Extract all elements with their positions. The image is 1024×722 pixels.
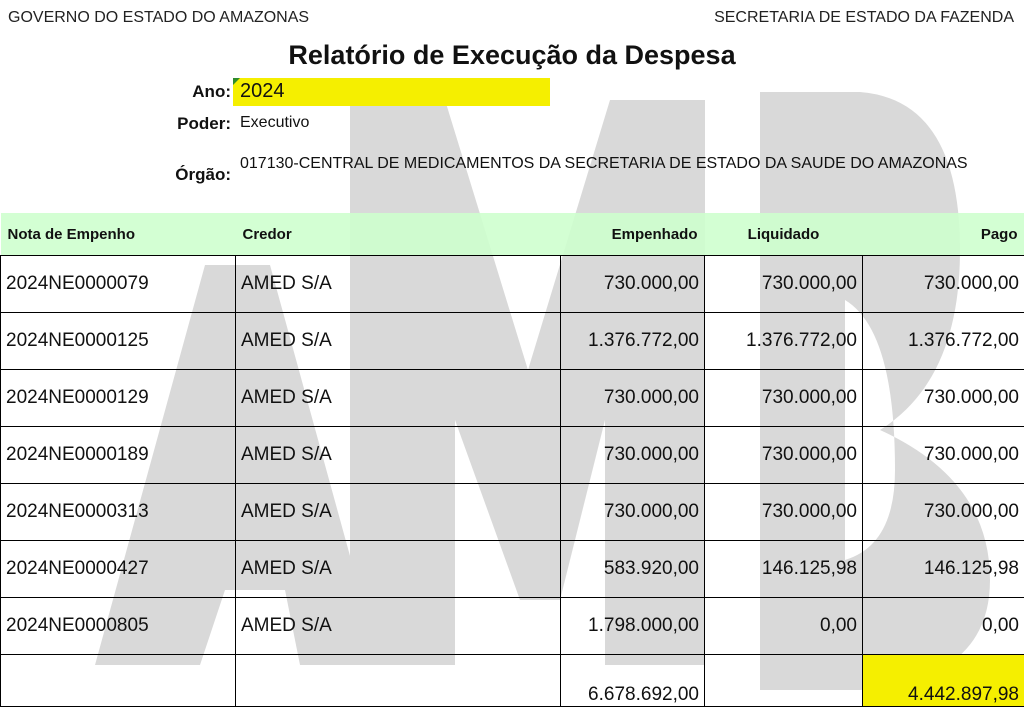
cell-credor: AMED S/A <box>236 427 561 484</box>
cell-liquidado: 730.000,00 <box>705 427 863 484</box>
cell-empenhado: 583.920,00 <box>561 541 705 598</box>
cell-pago: 0,00 <box>863 598 1024 655</box>
table-row <box>1 598 1024 655</box>
cell-liquidado: 0,00 <box>705 598 863 655</box>
col-header-liquidado: Liquidado <box>705 213 863 256</box>
orgao-value: 017130-CENTRAL DE MEDICAMENTOS DA SECRETARIA DE ESTADO DA SAUDE DO AMAZONAS <box>240 155 968 172</box>
cell-liquidado: 730.000,00 <box>705 484 863 541</box>
table-header-row <box>1 213 1024 256</box>
poder-value: Executivo <box>240 114 310 131</box>
report-title: Relatório de Execução da Despesa <box>288 40 736 70</box>
cell-pago: 730.000,00 <box>863 484 1024 541</box>
table-row <box>1 313 1024 370</box>
cell-credor: AMED S/A <box>236 370 561 427</box>
col-header-empenhado: Empenhado <box>561 213 705 256</box>
total-empenhado: 6.678.692,00 <box>561 655 705 707</box>
cell-pago: 730.000,00 <box>863 256 1024 313</box>
table-row <box>1 541 1024 598</box>
cell-nota: 2024NE0000129 <box>1 370 236 427</box>
col-header-pago: Pago <box>863 213 1024 256</box>
orgao-label: Órgão: <box>175 165 231 184</box>
cell-liquidado: 730.000,00 <box>705 370 863 427</box>
cell-empenhado: 730.000,00 <box>561 370 705 427</box>
table-row <box>1 370 1024 427</box>
cell-credor: AMED S/A <box>236 541 561 598</box>
total-liquidado <box>705 655 863 707</box>
header-left: GOVERNO DO ESTADO DO AMAZONAS <box>8 9 310 26</box>
cell-credor: AMED S/A <box>236 256 561 313</box>
header-right: SECRETARIA DE ESTADO DA FAZENDA <box>714 9 1014 26</box>
cell-nota: 2024NE0000125 <box>1 313 236 370</box>
cell-liquidado: 730.000,00 <box>705 256 863 313</box>
table-row <box>1 427 1024 484</box>
cell-credor: AMED S/A <box>236 598 561 655</box>
cell-nota: 2024NE0000805 <box>1 598 236 655</box>
cell-nota: 2024NE0000079 <box>1 256 236 313</box>
cell-pago: 730.000,00 <box>863 370 1024 427</box>
poder-label: Poder: <box>177 114 231 133</box>
cell-empenhado: 1.376.772,00 <box>561 313 705 370</box>
cell-nota: 2024NE0000189 <box>1 427 236 484</box>
total-credor <box>236 655 561 707</box>
total-pago: 4.442.897,98 <box>863 655 1024 707</box>
total-nota <box>1 655 236 707</box>
cell-empenhado: 730.000,00 <box>561 256 705 313</box>
ano-value[interactable]: 2024 <box>240 80 285 102</box>
cell-pago: 146.125,98 <box>863 541 1024 598</box>
cell-credor: AMED S/A <box>236 313 561 370</box>
cell-nota: 2024NE0000313 <box>1 484 236 541</box>
col-header-nota: Nota de Empenho <box>1 213 236 256</box>
cell-liquidado: 146.125,98 <box>705 541 863 598</box>
table-row <box>1 256 1024 313</box>
cell-empenhado: 730.000,00 <box>561 427 705 484</box>
totals-row <box>1 655 1024 707</box>
expense-table <box>0 213 1024 707</box>
cell-empenhado: 1.798.000,00 <box>561 598 705 655</box>
cell-nota: 2024NE0000427 <box>1 541 236 598</box>
table-row <box>1 484 1024 541</box>
cell-empenhado: 730.000,00 <box>561 484 705 541</box>
cell-liquidado: 1.376.772,00 <box>705 313 863 370</box>
cell-pago: 1.376.772,00 <box>863 313 1024 370</box>
ano-label: Ano: <box>192 82 231 101</box>
col-header-credor: Credor <box>236 213 561 256</box>
cell-credor: AMED S/A <box>236 484 561 541</box>
cell-pago: 730.000,00 <box>863 427 1024 484</box>
